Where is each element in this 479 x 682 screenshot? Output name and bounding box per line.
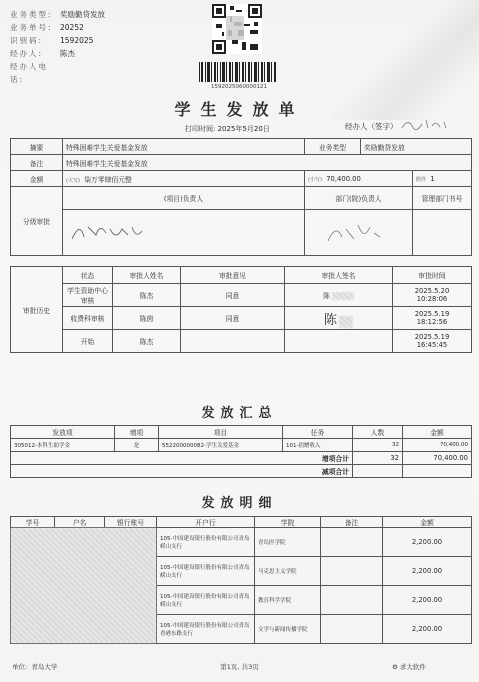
column-header: 金额 (403, 426, 472, 439)
table-row: 收费科审核 陈茵 同意 陈 2025.5.19 18:12:56 (11, 307, 472, 330)
barcode-number: 1592025060000121 (211, 84, 267, 90)
field-label: 备注 (11, 155, 63, 171)
added-total-count: 32 (353, 452, 403, 465)
column-header: 金额 (383, 517, 472, 528)
footer-left: 单位: 青岛大学 (12, 663, 58, 671)
summary-value: 特殊困难学生关爱基金发放 (63, 139, 305, 155)
table-row: 开始 陈杰 2025.5.19 16:45:45 (11, 330, 472, 353)
column-header: 发放项 (11, 426, 115, 439)
column-header: 审批时间 (393, 267, 472, 284)
admin-signature-label: 管理部门书号 (413, 187, 472, 210)
added-total-label: 增项合计 (11, 452, 353, 465)
dept-head-label: 部门(院)负责人 (305, 187, 413, 210)
attachment-count: 附件 1 (413, 171, 472, 187)
amount-lower: (小写) 70,400.00 (305, 171, 413, 187)
column-header: 审批人签名 (285, 267, 393, 284)
meta-label: 业务单号: (10, 23, 53, 32)
added-total-amount: 70,400.00 (403, 452, 472, 465)
handwritten-signature (308, 217, 398, 247)
column-header: 任务 (283, 426, 353, 439)
field-label: 摘要 (11, 139, 63, 155)
column-header: 项目 (159, 426, 283, 439)
meta-label: 识别码: (10, 36, 44, 45)
column-header: 开户行 (157, 517, 255, 528)
remark-value: 特殊困难学生关爱基金发放 (63, 155, 472, 171)
redacted-region (339, 316, 353, 328)
meta-value: 20252 (60, 23, 84, 32)
column-header: 学院 (255, 517, 321, 528)
column-header: 人数 (353, 426, 403, 439)
project-head-signature (63, 210, 305, 256)
table-row: 105-中国建设银行股份有限公司青岛崂山支行 教育科学学院 2,200.00 (11, 586, 472, 615)
application-info-table (10, 138, 472, 256)
column-header: 学号 (11, 517, 55, 528)
meta-label: 经办人: (10, 49, 44, 58)
meta-label: 经办人电话: (10, 62, 48, 84)
operator-signature (400, 116, 450, 132)
qr-code-icon (212, 4, 262, 54)
project-head-label: (项目)负责人 (63, 187, 305, 210)
payment-summary-table (10, 425, 472, 478)
field-label: 金额 (11, 171, 63, 187)
field-label: 分级审批 (11, 187, 63, 256)
column-header: 审批人姓名 (113, 267, 181, 284)
operator-signature-label: 经办人（签字） (345, 122, 398, 131)
column-header: 户名 (55, 517, 105, 528)
field-label: 审批历史 (11, 267, 63, 353)
column-header: 增项 (115, 426, 159, 439)
meta-label: 业务类型: (10, 10, 53, 19)
page-number: 第1页, 共3页 (220, 663, 259, 671)
redacted-region (332, 292, 354, 300)
barcode-icon (198, 62, 278, 82)
header-meta (10, 8, 105, 86)
table-row: 305012-本科生助学金 是 552200000082-学生关爱基金 101-捐赠收入 32 70,400.00 (11, 439, 472, 452)
column-header: 审批意见 (181, 267, 285, 284)
detail-title: 发放明细 (201, 496, 278, 511)
table-row: 105-中国建设银行股份有限公司青岛崂山支行 马克思主义学院 2,200.00 (11, 557, 472, 586)
meta-value: 陈杰 (60, 49, 75, 58)
approval-history-table (10, 266, 472, 353)
admin-signature (413, 210, 472, 256)
amount-upper: (大写) 柒万零肆佰元整 (63, 171, 305, 187)
column-header: 银行账号 (105, 517, 157, 528)
table-row: 学生资助中心审核 陈杰 同意 陈 2025.5.20 10:28:06 (11, 284, 472, 307)
column-header: 状态 (63, 267, 113, 284)
table-row: 105-中国建设银行股份有限公司青岛香港东路支行 文学与新闻传播学院 2,200.00 (11, 615, 472, 644)
dept-head-signature (305, 210, 413, 256)
field-label: 业务类型 (305, 139, 361, 155)
summary-title: 发放汇总 (201, 406, 278, 421)
table-row: 105-中国建设银行股份有限公司青岛崂山支行 青岛医学院 2,200.00 (11, 528, 472, 557)
document-title: 学生发放单 (174, 100, 305, 119)
meta-value: 1592025 (60, 36, 94, 45)
print-time: 打印时间: 2025年5月20日 (185, 125, 270, 133)
reduced-total-label: 减项合计 (11, 465, 353, 478)
meta-value: 奖励勤贷发放 (60, 10, 105, 19)
business-type-value: 奖励勤贷发放 (361, 139, 472, 155)
redacted-region (11, 528, 157, 644)
payment-detail-table (10, 516, 472, 644)
handwritten-signature (66, 217, 166, 247)
column-header: 备注 (321, 517, 383, 528)
footer-logo: ⚙ 求大软件 (392, 663, 426, 671)
